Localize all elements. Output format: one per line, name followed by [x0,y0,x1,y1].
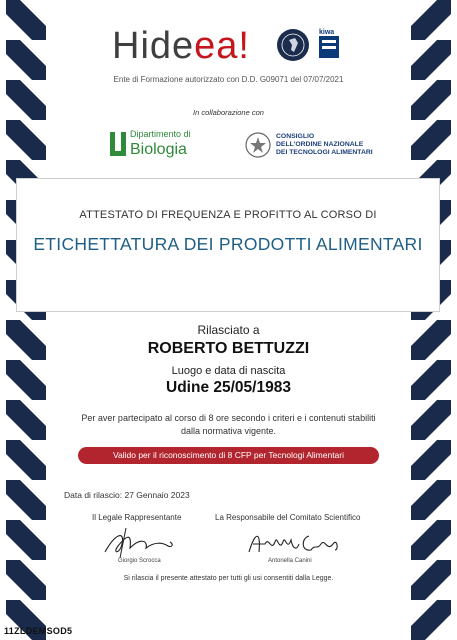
issued-to-label: Rilasciato a [197,323,260,337]
cfp-validity-badge: Valido per il riconoscimento di 8 CFP per Tecnologi Alimentari [78,447,379,464]
birth-label: Luogo e data di nascita [171,365,286,377]
certificate-subtitle: ATTESTATO DI FREQUENZA E PROFITTO AL CORSO DI [79,209,377,221]
left-signature-icon [100,524,180,560]
issue-date: Data di rilascio: 27 Gennaio 2023 [64,490,190,500]
right-signature-icon [245,524,345,560]
republic-emblem-icon [244,130,272,160]
biologia-department-logo [108,128,198,164]
consiglio-text: CONSIGLIO DELL'ORDINE NAZIONALE DEI TECNOLOGI ALIMENTARI [276,133,373,156]
legal-note: Si rilascia il presente attestato per tutti gli usi consentiti dalla Legge. [123,575,334,582]
accredia-seal-icon [276,28,310,62]
partner1-small-label: Dipartimento di [130,129,191,139]
right-signer-name: Antonella Canini [268,558,312,564]
ente-authorization-text: Ente di Formazione autorizzato con D.D. G09071 del 07/07/2021 [113,75,344,84]
biologia-emblem-icon [108,130,128,160]
collaboration-label: In collaborazione con [193,108,264,117]
scientific-committee-label: La Responsabile del Comitato Scientifico [215,513,361,522]
course-title: ETICHETTATURA DEI PRODOTTI ALIMENTARI [33,234,423,254]
birth-place-date: Udine 25/05/1983 [166,379,291,396]
svg-text:kiwa: kiwa [319,29,335,36]
header-logos [0,24,457,68]
right-decorative-stripe [411,0,451,640]
partner1-big-label: Biologia [130,141,187,158]
course-description: Per aver partecipato al corso di 8 ore secondo i criteri e i contenuti stabiliti dalla normativa vigente. [81,413,376,436]
legal-representative-label: Il Legale Rappresentante [92,513,182,522]
course-title-band [16,178,440,312]
left-signer-name: Giorgio Scrocca [118,558,161,564]
kiwa-seal-icon [318,26,340,62]
recipient-name: ROBERTO BETTUZZI [147,340,310,357]
consiglio-logo [244,130,374,164]
left-decorative-stripe [6,0,46,640]
certificate-code: 11ZLDEMSOD5 [4,626,73,636]
hideea-logo: Hideea! [112,25,250,67]
